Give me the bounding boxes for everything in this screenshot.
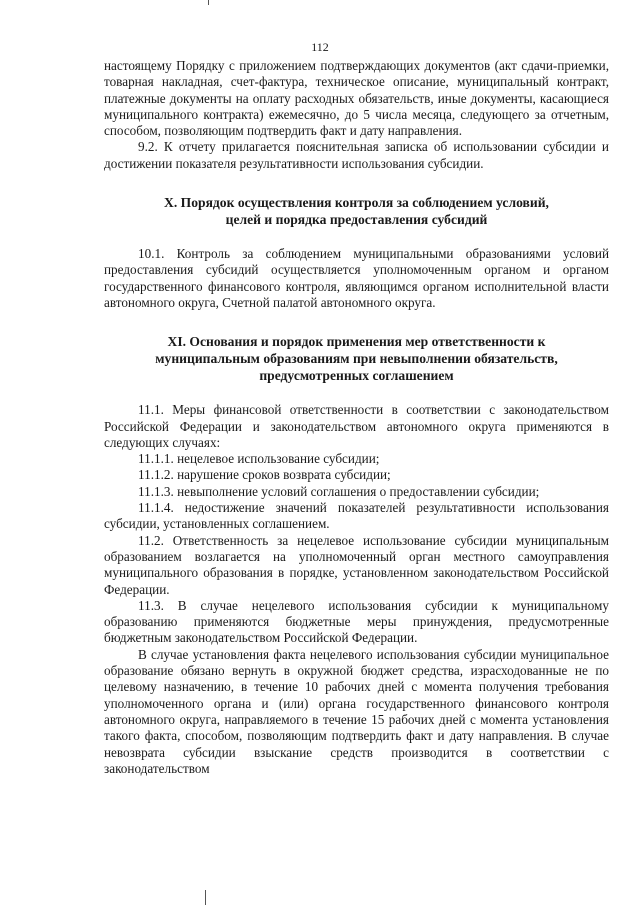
list-item-11-1-3: 11.1.3. невыполнение условий соглашения о предоставлении субсидии; <box>138 483 540 499</box>
page-number: 112 <box>311 40 329 54</box>
heading-line: муниципальным образованиям при невыполнении обязательств, <box>155 351 558 367</box>
list-item-11-1-4: 11.1.4. недостижение значений показателей результативности использования субсидии, установленных соглашением. <box>104 500 609 532</box>
scan-mark-bottom <box>205 890 206 905</box>
paragraph-reporting-documents: настоящему Порядку с приложением подтверждающих документов (акт сдачи-приемки, товарная накладная, счет-фактура, техническое описание, муниципальный контракт, платежные документы на оплату расходных обязательств, иные документы, касающиеся муниципального контракта) ежемесячно, до 5 числа месяца, следующего за отчетным, способом, позволяющим подтвердить факт и дату направления. <box>104 58 609 139</box>
heading-line: предусмотренных соглашением <box>259 368 454 384</box>
paragraph-misuse-refund: В случае установления факта нецелевого использования субсидии муниципальное образование обязано вернуть в окружной бюджет средства, израсходованные не по целевому назначению, в течение 10 рабочих дней с момента получения требования уполномоченного органа и (или) органа государственного финансового контроля автономного округа, направляемого в течение 15 рабочих дней с момента установления такого факта, способом, позволяющим подтвердить факт и дату направления. В случае невозврата субсидии взыскание средств производится в соответствии с законодательством <box>104 646 609 776</box>
scan-mark-top <box>208 0 209 5</box>
heading-line: X. Порядок осуществления контроля за соблюдением условий, <box>164 195 549 211</box>
paragraph-10-1: 10.1. Контроль за соблюдением муниципальными образованиями условий предоставления субсидий осуществляется уполномоченным органом и органом государственного финансового контроля, являющимся органом исполнительной власти автономного округа, Счетной палатой автономного округа. <box>104 246 609 310</box>
paragraph-11-2: 11.2. Ответственность за нецелевое использование субсидии муниципальным образованием возлагается на уполномоченный орган местного самоуправления муниципального образования в порядке, установленном законодательством Российской Федерации. <box>104 532 609 597</box>
list-item-11-1-2: 11.1.2. нарушение сроков возврата субсидии; <box>138 467 391 483</box>
paragraph-11-1: 11.1. Меры финансовой ответственности в соответствии с законодательством Российской Федерации и законодательством автономного округа применяются в следующих случаях: <box>104 402 609 450</box>
section-heading-x <box>104 194 609 228</box>
paragraph-9-2: 9.2. К отчету прилагается пояснительная записка об использовании субсидии и достижении показателя результативности использования субсидии. <box>104 139 609 171</box>
paragraph-11-3: 11.3. В случае нецелевого использования субсидии к муниципальному образованию применяются бюджетные меры принуждения, предусмотренные бюджетным законодательством Российской Федерации. <box>104 597 609 646</box>
section-heading-xi <box>104 333 609 384</box>
document-body <box>104 58 609 777</box>
heading-line: целей и порядка предоставления субсидий <box>225 212 488 228</box>
list-item-11-1-1: 11.1.1. нецелевое использование субсидии; <box>138 451 380 467</box>
heading-line: XI. Основания и порядок применения мер ответственности к <box>167 334 546 350</box>
